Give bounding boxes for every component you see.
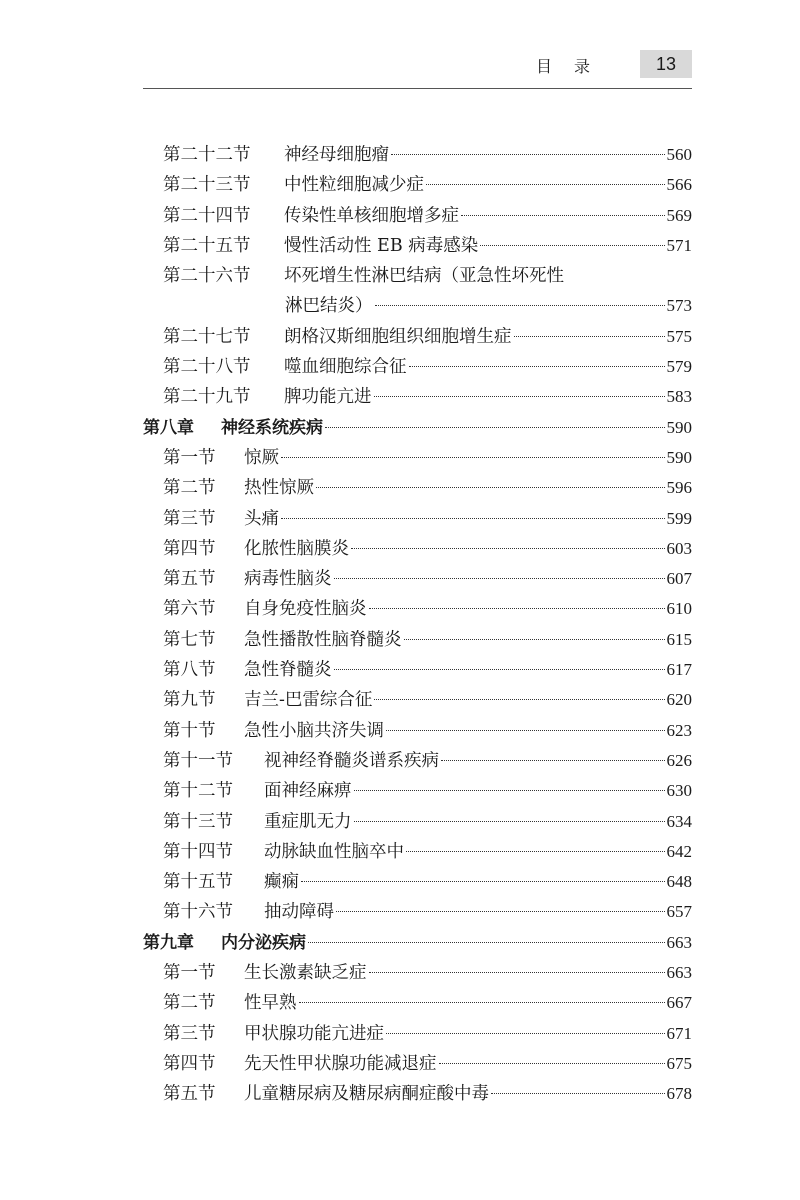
toc-entry-title: 神经系统疾病 [221,417,323,438]
toc-entry-number: 第二十九节 [163,387,251,408]
toc-dot-leader [299,1002,665,1003]
toc-entry-page: 667 [666,993,692,1013]
page-number: 13 [640,50,692,78]
running-title: 目录 [535,57,612,76]
toc-entry-title: 面神经麻痹 [264,781,352,802]
toc-entry-page: 671 [666,1023,692,1043]
toc-entry-title: 视神经脊髓炎谱系疾病 [264,750,439,771]
toc-section-row[interactable] [163,837,692,867]
toc-entry-page: 620 [666,690,692,710]
toc-dot-leader [391,154,665,155]
toc-entry-title: 脾功能亢进 [284,387,372,408]
toc-entry-title: 重症肌无力 [264,811,352,832]
header-rule [143,88,692,89]
toc-entry-number: 第二十二节 [163,145,251,165]
toc-dot-leader [281,457,665,458]
toc-entry-title: 化脓性脑膜炎 [244,538,349,559]
toc-entry-number: 第三节 [163,1023,216,1044]
toc-entry-title: 淋巴结炎） [285,296,373,317]
toc-entry-page: 663 [666,963,692,983]
toc-section-row[interactable] [163,988,692,1018]
toc-section-row[interactable] [163,716,692,746]
toc-entry-page: 607 [666,569,692,589]
toc-entry-page: 634 [666,811,692,831]
toc-dot-leader [375,305,665,306]
toc-entry-title: 惊厥 [244,447,279,468]
toc-section-row[interactable] [163,776,692,806]
toc-entry-number: 第七节 [163,629,216,650]
toc-chapter-row[interactable] [143,413,692,443]
toc-section-row[interactable] [163,352,692,382]
toc-entry-number: 第二十三节 [163,175,251,196]
toc-section-row[interactable] [163,322,692,352]
toc-entry-number: 第五节 [163,1084,216,1105]
toc-section-row[interactable] [163,261,692,291]
toc-section-row[interactable] [163,746,692,776]
toc-entry-page: 566 [666,175,692,195]
table-of-contents [0,140,800,1110]
toc-dot-leader [325,427,665,428]
toc-dot-leader [480,245,664,246]
toc-dot-leader [406,851,665,852]
toc-entry-page: 615 [666,629,692,649]
toc-entry-title: 动脉缺血性脑卒中 [264,841,404,862]
toc-entry-title: 坏死增生性淋巴结病（亚急性坏死性 [284,266,564,287]
toc-section-row[interactable] [163,564,692,594]
toc-entry-page: 599 [666,508,692,528]
toc-entry-number: 第八章 [143,417,194,438]
toc-entry-page: 626 [666,750,692,770]
toc-dot-leader [301,881,665,882]
toc-section-row[interactable] [163,1079,692,1109]
toc-section-row[interactable] [163,473,692,503]
toc-section-row[interactable] [163,867,692,897]
toc-entry-title: 自身免疫性脑炎 [244,599,367,620]
toc-entry-title: 热性惊厥 [244,478,314,499]
toc-entry-title: 急性播散性脑脊髓炎 [244,629,402,650]
toc-entry-page: 663 [666,932,692,952]
toc-entry-page: 583 [666,387,692,407]
toc-dot-leader [386,730,665,731]
toc-entry-page: 623 [666,720,692,740]
toc-dot-leader [441,760,665,761]
toc-entry-page: 590 [666,447,692,467]
toc-entry-page: 603 [666,538,692,558]
toc-section-row[interactable] [163,534,692,564]
toc-entry-page: 579 [666,357,692,377]
toc-entry-number: 第二节 [163,993,216,1014]
toc-dot-leader [374,699,664,700]
toc-section-row[interactable] [163,594,692,624]
toc-entry-number: 第四节 [163,538,216,559]
toc-entry-page: 617 [666,660,692,680]
toc-entry-title: 急性小脑共济失调 [244,720,384,741]
toc-entry-title: 性早熟 [244,993,297,1014]
toc-entry-page: 560 [666,145,692,164]
toc-dot-leader [491,1093,665,1094]
toc-entry-page: 573 [666,296,692,316]
toc-entry-number: 第二十八节 [163,357,251,378]
toc-entry-title: 头痛 [244,508,279,529]
toc-entry-number: 第一节 [163,963,216,984]
toc-entry-title: 噬血细胞综合征 [284,357,407,378]
page-header [143,50,692,80]
toc-entry-number: 第九章 [143,932,194,953]
toc-section-row[interactable] [163,504,692,534]
toc-section-row[interactable] [163,897,692,927]
toc-dot-leader [336,911,665,912]
toc-entry-title: 朗格汉斯细胞组织细胞增生症 [284,326,512,347]
toc-entry-page: 675 [666,1053,692,1073]
toc-section-row[interactable] [163,1019,692,1049]
toc-entry-title: 生长激素缺乏症 [244,963,367,984]
toc-entry-title: 吉兰-巴雷综合征 [244,690,373,711]
toc-dot-leader [334,578,665,579]
toc-dot-leader [439,1063,665,1064]
toc-entry-number: 第八节 [163,660,216,681]
toc-entry-number: 第六节 [163,599,216,620]
toc-entry-title: 传染性单核细胞增多症 [284,205,459,226]
toc-dot-leader [514,336,665,337]
toc-dot-leader [354,821,665,822]
toc-dot-leader [351,548,665,549]
toc-entry-number: 第十节 [163,720,216,741]
toc-dot-leader [386,1033,665,1034]
toc-dot-leader [369,972,665,973]
toc-entry-page: 642 [666,841,692,861]
toc-section-row[interactable] [285,291,692,321]
toc-entry-title: 先天性甲状腺功能减退症 [244,1053,437,1074]
toc-dot-leader [308,942,665,943]
toc-section-row[interactable] [163,170,692,200]
toc-entry-page: 610 [666,599,692,619]
toc-entry-page: 571 [666,235,692,255]
toc-entry-page: 575 [666,326,692,346]
toc-entry-title: 中性粒细胞减少症 [284,175,424,196]
toc-section-row[interactable] [163,655,692,685]
toc-entry-title: 内分泌疾病 [221,932,306,953]
toc-entry-page: 569 [666,205,692,225]
toc-entry-number: 第十三节 [163,811,233,832]
toc-entry-number: 第二十五节 [163,235,251,256]
toc-entry-title: 甲状腺功能亢进症 [244,1023,384,1044]
toc-entry-title: 病毒性脑炎 [244,569,332,590]
toc-section-row[interactable] [163,1049,692,1079]
toc-entry-number: 第二十七节 [163,326,251,347]
toc-section-row[interactable] [163,625,692,655]
toc-entry-page: 630 [666,781,692,801]
toc-entry-page: 657 [666,902,692,922]
toc-section-row[interactable] [163,140,692,170]
toc-entry-title: 儿童糖尿病及糖尿病酮症酸中毒 [244,1084,489,1105]
toc-entry-number: 第二节 [163,478,216,499]
toc-entry-number: 第二十四节 [163,205,251,226]
toc-entry-title: 癫痫 [264,872,299,893]
toc-entry-number: 第十五节 [163,872,233,893]
toc-entry-title: 神经母细胞瘤 [284,145,389,165]
toc-section-row[interactable] [163,201,692,231]
toc-entry-title: 慢性活动性 EB 病毒感染 [284,235,479,256]
toc-dot-leader [369,608,665,609]
toc-section-row[interactable] [163,443,692,473]
toc-dot-leader [404,639,665,640]
toc-entry-number: 第五节 [163,569,216,590]
toc-section-row[interactable] [163,231,692,261]
toc-entry-page: 590 [666,417,692,437]
toc-entry-number: 第一节 [163,447,216,468]
toc-entry-page: 678 [666,1084,692,1104]
toc-section-row[interactable] [163,958,692,988]
toc-entry-title: 抽动障碍 [264,902,334,923]
toc-section-row[interactable] [163,807,692,837]
toc-dot-leader [354,790,665,791]
toc-entry-page: 648 [666,872,692,892]
toc-dot-leader [281,518,665,519]
toc-entry-number: 第三节 [163,508,216,529]
toc-dot-leader [409,366,665,367]
toc-entry-number: 第九节 [163,690,216,711]
toc-dot-leader [316,487,665,488]
toc-dot-leader [334,669,665,670]
toc-entry-number: 第四节 [163,1053,216,1074]
toc-entry-title: 急性脊髓炎 [244,660,332,681]
toc-dot-leader [426,184,665,185]
toc-section-row[interactable] [163,685,692,715]
toc-entry-number: 第十一节 [163,750,233,771]
toc-entry-number: 第十二节 [163,781,233,802]
toc-entry-number: 第二十六节 [163,266,251,287]
toc-dot-leader [461,215,665,216]
toc-dot-leader [374,396,665,397]
toc-entry-number: 第十四节 [163,841,233,862]
toc-section-row[interactable] [163,382,692,412]
toc-entry-page: 596 [666,478,692,498]
toc-chapter-row[interactable] [143,928,692,958]
toc-entry-number: 第十六节 [163,902,233,923]
